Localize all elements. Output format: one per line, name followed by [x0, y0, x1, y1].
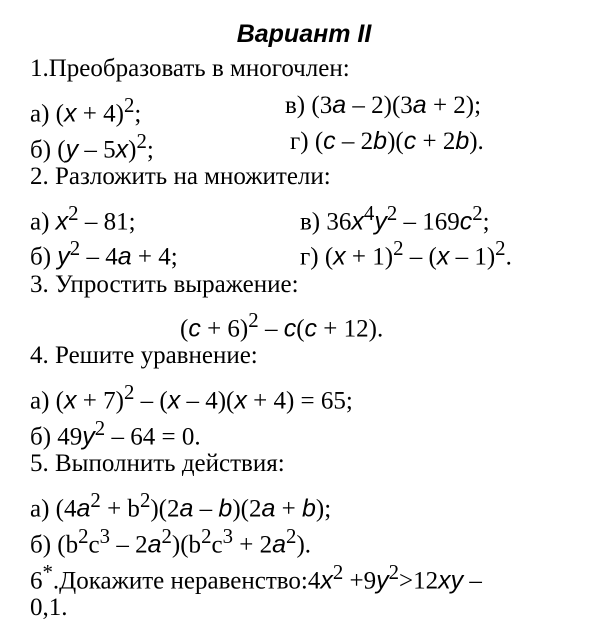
task-1-heading: 1.Преобразовать в многочлен: — [30, 55, 350, 82]
task-5b: б) $(b^2c^3 - 2a^2)(b^2c^3 + 2a^2)$. — [30, 524, 312, 559]
task-2b: б) $y^2 - 4a + 4$; — [30, 236, 178, 271]
task-2v: в) $36x^4y^2 - 169c^2$; — [300, 201, 490, 236]
task-2-heading: 2. Разложить на множители: — [30, 163, 331, 190]
task-3-heading: 3. Упростить выражение: — [30, 271, 299, 298]
variant-title: Вариант II — [236, 20, 372, 48]
task-4-heading: 4. Решите уравнение: — [30, 342, 258, 369]
task-2g: г) $(x + 1)^2 - (x - 1)^2$. — [300, 236, 512, 271]
task-4b: б) $49y^2 - 64 = 0$. — [30, 416, 201, 451]
task-1g: г) (c – 2b)(c + 2b). — [290, 127, 484, 155]
task-1a: а) $(x + 4)^2$; — [30, 93, 142, 128]
task-4a: а) $(x + 7)^2 - (x - 4)(x + 4) = 65$; — [30, 380, 353, 415]
task-6-statement-continued: 0,1. — [30, 594, 68, 621]
task-5a: а) $(4a^2 + b^2)(2a - b)(2a + b)$; — [30, 488, 332, 523]
task-3-expression: $(c + 6)^2 - c(c + 12)$. — [180, 308, 384, 343]
task-5-heading: 5. Выполнить действия: — [30, 450, 285, 477]
task-1b: б) (y – 5x)$^2$; — [30, 129, 154, 164]
task-2a: а) $x^2 - 81$; — [30, 201, 136, 236]
task-1v: в) (3a – 2)(3a + 2); — [285, 91, 482, 119]
task-6-statement: 6*.Докажите $неравенство:4x^2 +9y^2>12xy$ – — [30, 560, 482, 595]
